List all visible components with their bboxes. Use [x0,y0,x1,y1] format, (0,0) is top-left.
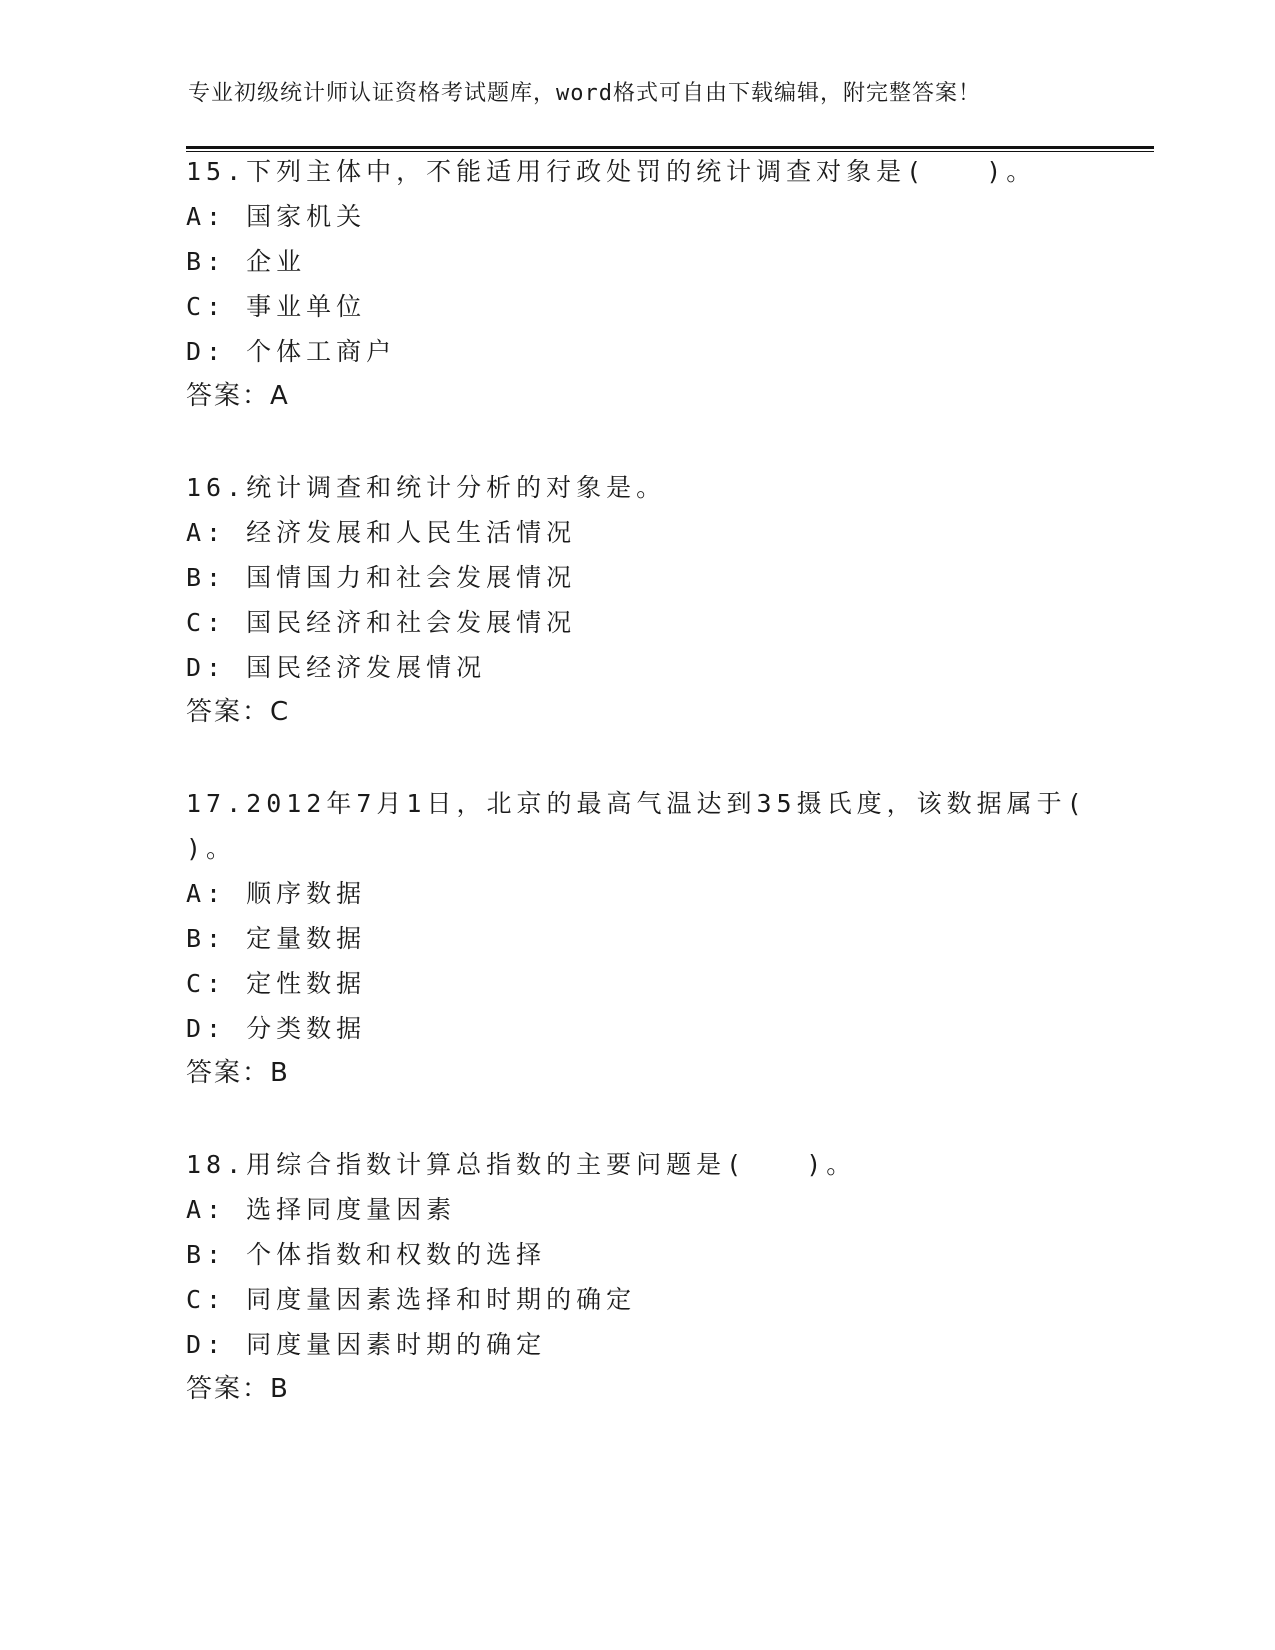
option-c [186,1277,1066,1322]
option-a [186,1187,1066,1232]
option-text: 事业单位 [246,292,367,321]
option-b [186,555,1066,600]
option-b [186,1232,1066,1277]
option-text: 经济发展和人民生活情况 [246,518,577,547]
option-b [186,916,1066,961]
option-text: 同度量因素选择和时期的确定 [246,1285,637,1314]
option-label: B: [186,924,227,953]
option-c [186,600,1066,645]
option-text: 个体工商户 [246,337,397,366]
question-stem: 16.统计调查和统计分析的对象是。 [186,473,667,502]
option-text: 国情国力和社会发展情况 [246,563,577,592]
option-d [186,329,1066,374]
answer-text: 答案：A [186,381,290,411]
option-label: D: [186,337,227,366]
option-d [186,645,1066,690]
option-label: D: [186,1014,227,1043]
option-text: 顺序数据 [246,879,367,908]
option-label: A: [186,202,227,231]
question-stem: 18.用综合指数计算总指数的主要问题是( )。 [186,1150,857,1179]
option-text: 同度量因素时期的确定 [246,1330,547,1359]
option-b [186,239,1066,284]
option-text: 国家机关 [246,202,367,231]
option-label: A: [186,518,227,547]
option-text: 国民经济发展情况 [246,653,487,682]
option-a [186,194,1066,239]
answer-text: 答案：B [186,1058,290,1088]
question-17 [186,781,1087,1096]
option-label: C: [186,292,227,321]
question-18 [186,1142,1066,1412]
option-text: 企业 [246,247,307,276]
option-label: C: [186,969,227,998]
option-label: C: [186,608,227,637]
option-label: C: [186,1285,227,1314]
option-label: B: [186,1240,227,1269]
answer-text: 答案：C [186,697,291,727]
option-text: 定量数据 [246,924,367,953]
question-16 [186,465,1066,735]
option-label: D: [186,1330,227,1359]
option-d [186,1006,1066,1051]
answer-text: 答案：B [186,1374,290,1404]
option-c [186,961,1066,1006]
option-label: B: [186,247,227,276]
question-stem-line1: 17.2012年7月1日，北京的最高气温达到35摄氏度，该数据属于( [186,789,1087,818]
option-a [186,510,1066,555]
question-15 [186,149,1066,419]
option-a [186,871,1066,916]
page-header: 专业初级统计师认证资格考试题库，word格式可自由下载编辑，附完整答案！ [188,81,981,106]
option-c [186,284,1066,329]
option-text: 个体指数和权数的选择 [246,1240,547,1269]
option-text: 国民经济和社会发展情况 [246,608,577,637]
option-label: D: [186,653,227,682]
option-text: 选择同度量因素 [246,1195,457,1224]
option-label: A: [186,1195,227,1224]
question-stem-line2: )。 [186,834,237,863]
option-label: A: [186,879,227,908]
option-text: 分类数据 [246,1014,367,1043]
option-label: B: [186,563,227,592]
option-d [186,1322,1066,1367]
question-stem: 15.下列主体中，不能适用行政处罚的统计调查对象是( )。 [186,157,1037,186]
option-text: 定性数据 [246,969,367,998]
